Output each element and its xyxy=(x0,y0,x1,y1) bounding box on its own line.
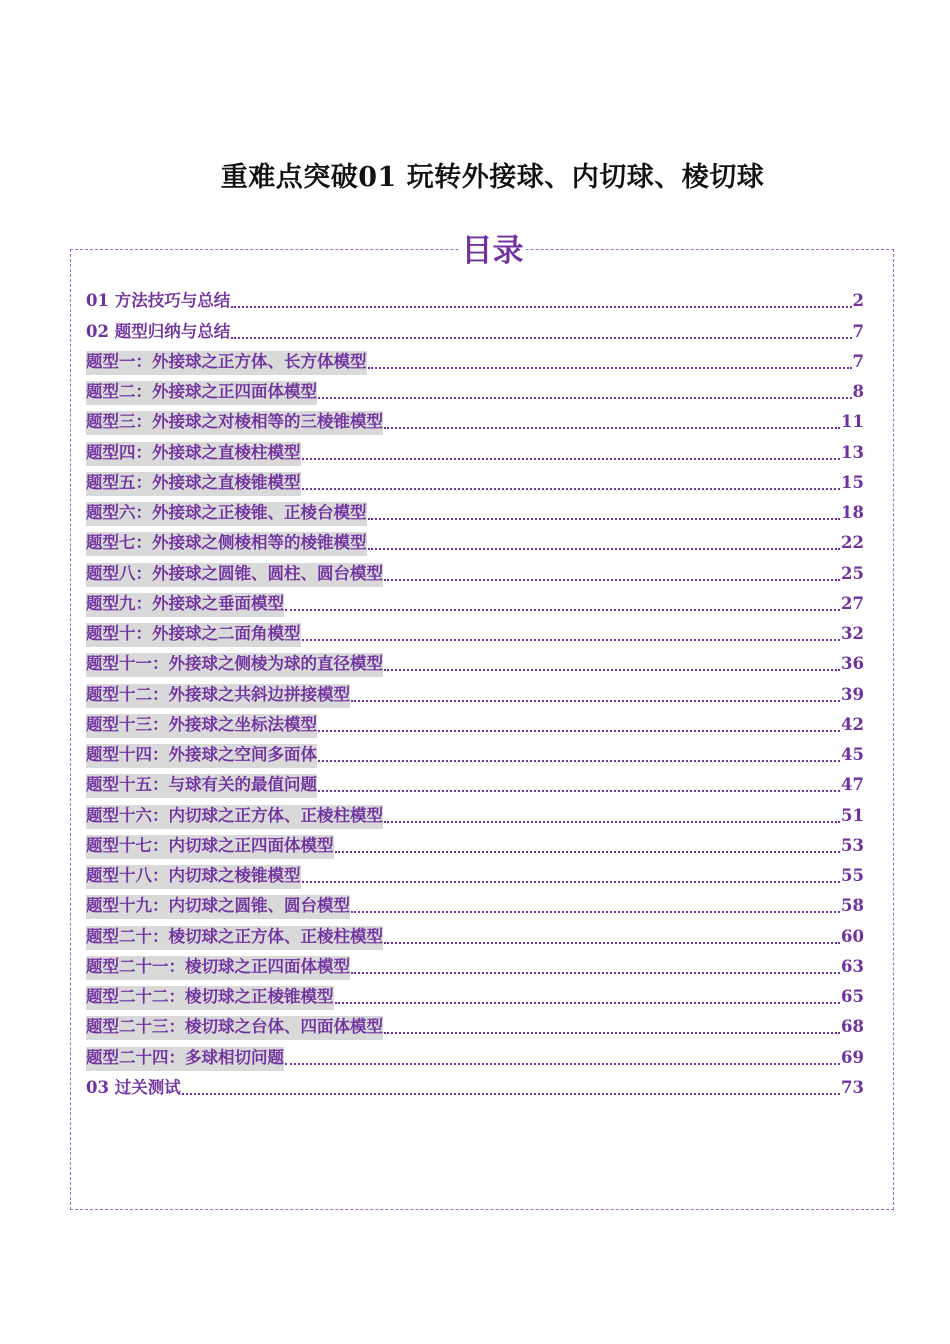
toc-entry[interactable] xyxy=(86,798,864,828)
toc-heading xyxy=(0,231,950,271)
toc-entry-page-number[interactable]: 68 xyxy=(841,1017,864,1037)
toc-entry-label[interactable]: 题型八：外接球之圆锥、圆柱、圆台模型 xyxy=(86,563,383,587)
toc-entry[interactable] xyxy=(86,345,864,375)
toc-dot-leader xyxy=(318,790,840,792)
toc-entry[interactable] xyxy=(86,375,864,405)
toc-dot-leader xyxy=(384,427,840,429)
toc-entry-page-number[interactable]: 36 xyxy=(841,654,864,674)
toc-entry-page-number[interactable]: 65 xyxy=(841,987,864,1006)
toc-entry-page-number[interactable]: 7 xyxy=(852,321,864,341)
toc-dot-leader xyxy=(351,972,840,974)
toc-dot-leader xyxy=(318,760,840,762)
toc-entry-page-number[interactable]: 32 xyxy=(841,624,864,643)
toc-entry-page-number[interactable]: 51 xyxy=(841,805,864,825)
toc-entry-page-number[interactable]: 15 xyxy=(841,472,864,492)
toc-entry-label[interactable]: 题型十八：内切球之棱锥模型 xyxy=(86,865,301,889)
toc-entry[interactable] xyxy=(86,284,864,314)
toc-entry[interactable] xyxy=(86,526,864,556)
toc-entry[interactable] xyxy=(86,919,864,949)
toc-entry-label[interactable]: 题型十五：与球有关的最值问题 xyxy=(86,774,317,798)
toc-entry-page-number[interactable]: 58 xyxy=(841,896,864,916)
toc-entry-page-number[interactable]: 2 xyxy=(852,291,864,311)
toc-entry[interactable] xyxy=(86,738,864,768)
toc-dot-leader xyxy=(302,639,841,641)
toc-entry-label[interactable]: 题型十七：内切球之正四面体模型 xyxy=(86,835,334,859)
toc-entry-label[interactable]: 题型十三：外接球之坐标法模型 xyxy=(86,714,317,738)
toc-entry-label[interactable]: 01 方法技巧与总结 xyxy=(86,291,231,311)
toc-entry-page-number[interactable]: 8 xyxy=(852,382,864,401)
toc-dot-leader xyxy=(368,548,841,550)
toc-dot-leader xyxy=(335,851,841,853)
toc-entry-label[interactable]: 题型五：外接球之直棱锥模型 xyxy=(86,472,301,496)
toc-dot-leader xyxy=(368,367,852,369)
toc-entry[interactable] xyxy=(86,435,864,465)
toc-entry[interactable] xyxy=(86,980,864,1010)
toc-entry-label[interactable]: 题型十二：外接球之共斜边拼接模型 xyxy=(86,684,350,708)
toc-entry[interactable] xyxy=(86,405,864,435)
toc-dot-leader xyxy=(231,306,851,308)
toc-dot-leader xyxy=(384,669,840,671)
toc-dot-leader xyxy=(384,579,840,581)
toc-entry-page-number[interactable]: 45 xyxy=(841,745,864,764)
toc-entry-page-number[interactable]: 55 xyxy=(841,866,864,885)
toc-entry-label[interactable]: 题型十九：内切球之圆锥、圆台模型 xyxy=(86,895,350,919)
toc-entry[interactable] xyxy=(86,466,864,496)
toc-entry-page-number[interactable]: 11 xyxy=(841,412,864,432)
toc-entry[interactable] xyxy=(86,768,864,798)
toc-entry[interactable] xyxy=(86,556,864,586)
toc-entry-page-number[interactable]: 69 xyxy=(841,1047,864,1067)
toc-entry-page-number[interactable]: 53 xyxy=(841,835,864,855)
toc-entry[interactable] xyxy=(86,587,864,617)
toc-dot-leader xyxy=(182,1093,840,1095)
toc-entry-page-number[interactable]: 63 xyxy=(841,956,864,976)
toc-entry[interactable] xyxy=(86,829,864,859)
toc-entry-page-number[interactable]: 27 xyxy=(841,593,864,613)
toc-entry-page-number[interactable]: 22 xyxy=(841,533,864,553)
toc-entry[interactable] xyxy=(86,314,864,344)
toc-dot-leader xyxy=(231,337,851,339)
toc-entry-label[interactable]: 题型二十四：多球相切问题 xyxy=(86,1047,284,1071)
toc-list xyxy=(86,284,864,1101)
toc-entry[interactable] xyxy=(86,889,864,919)
toc-entry-label[interactable]: 题型三：外接球之对棱相等的三棱锥模型 xyxy=(86,411,383,435)
toc-entry-label[interactable]: 题型七：外接球之侧棱相等的棱锥模型 xyxy=(86,532,367,556)
toc-entry-page-number[interactable]: 25 xyxy=(841,563,864,583)
toc-entry-page-number[interactable]: 73 xyxy=(841,1077,864,1097)
toc-entry-label[interactable]: 题型十六：内切球之正方体、正棱柱模型 xyxy=(86,805,383,829)
toc-entry-label[interactable]: 题型十一：外接球之侧棱为球的直径模型 xyxy=(86,653,383,677)
toc-entry-label[interactable]: 02 题型归纳与总结 xyxy=(86,321,231,341)
toc-entry[interactable] xyxy=(86,677,864,707)
toc-dot-leader xyxy=(384,942,840,944)
document-title: 重难点突破01 玩转外接球、内切球、棱切球 xyxy=(220,162,765,193)
toc-entry-label[interactable]: 题型二十一：棱切球之正四面体模型 xyxy=(86,956,350,980)
toc-dot-leader xyxy=(302,458,841,460)
toc-entry-page-number[interactable]: 13 xyxy=(841,442,864,462)
toc-entry-label[interactable]: 题型六：外接球之正棱锥、正棱台模型 xyxy=(86,502,367,526)
toc-entry[interactable] xyxy=(86,617,864,647)
toc-entry[interactable] xyxy=(86,1010,864,1040)
toc-entry[interactable] xyxy=(86,496,864,526)
toc-entry[interactable] xyxy=(86,1040,864,1070)
toc-dot-leader xyxy=(285,609,840,611)
toc-entry-label[interactable]: 题型四：外接球之直棱柱模型 xyxy=(86,442,301,466)
toc-entry-page-number[interactable]: 42 xyxy=(841,714,864,734)
toc-entry-label[interactable]: 题型二十：棱切球之正方体、正棱柱模型 xyxy=(86,926,383,950)
toc-dot-leader xyxy=(351,911,840,913)
toc-entry-label[interactable]: 题型十：外接球之二面角模型 xyxy=(86,623,301,647)
toc-entry-page-number[interactable]: 39 xyxy=(841,684,864,704)
toc-entry[interactable] xyxy=(86,950,864,980)
toc-dot-leader xyxy=(302,881,841,883)
toc-dot-leader xyxy=(285,1063,840,1065)
toc-entry-label[interactable]: 题型二十二：棱切球之正棱锥模型 xyxy=(86,986,334,1010)
toc-dot-leader xyxy=(302,488,841,490)
toc-entry-label[interactable]: 题型一：外接球之正方体、长方体模型 xyxy=(86,351,367,375)
toc-entry-page-number[interactable]: 47 xyxy=(841,775,864,795)
toc-entry[interactable] xyxy=(86,647,864,677)
toc-entry[interactable] xyxy=(86,1071,864,1101)
toc-dot-leader xyxy=(368,518,841,520)
toc-dot-leader xyxy=(318,397,852,399)
toc-entry-label[interactable]: 题型十四：外接球之空间多面体 xyxy=(86,744,317,768)
toc-dot-leader xyxy=(384,821,840,823)
toc-heading-text: 目录 xyxy=(461,233,524,269)
toc-entry-label[interactable]: 题型二十三：棱切球之台体、四面体模型 xyxy=(86,1016,383,1040)
toc-entry-page-number[interactable]: 7 xyxy=(852,351,864,371)
toc-dot-leader xyxy=(351,700,840,702)
toc-entry[interactable] xyxy=(86,859,864,889)
toc-dot-leader xyxy=(384,1032,840,1034)
toc-entry[interactable] xyxy=(86,708,864,738)
toc-entry-page-number[interactable]: 18 xyxy=(841,503,864,522)
toc-entry-label[interactable]: 03 过关测试 xyxy=(86,1077,181,1097)
toc-entry-label[interactable]: 题型二：外接球之正四面体模型 xyxy=(86,381,317,405)
toc-entry-label[interactable]: 题型九：外接球之垂面模型 xyxy=(86,593,284,617)
toc-entry-page-number[interactable]: 60 xyxy=(841,926,864,946)
toc-dot-leader xyxy=(318,730,840,732)
toc-dot-leader xyxy=(335,1002,841,1004)
